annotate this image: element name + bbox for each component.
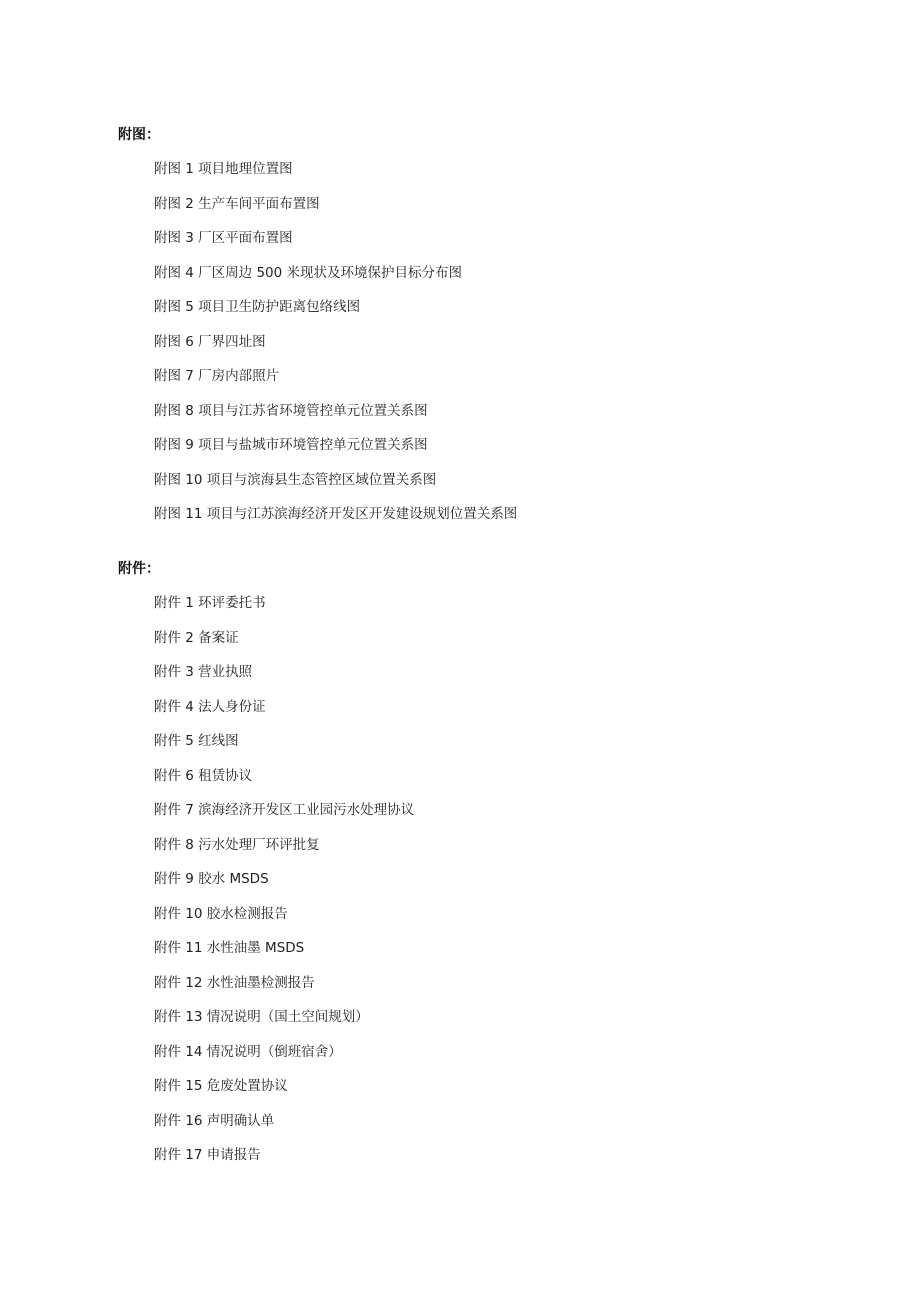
attachment-item: 附件 10 胶水检测报告 [154, 905, 288, 922]
attachment-item: 附件 14 情况说明（倒班宿舍） [154, 1043, 342, 1060]
attachment-item: 附件 8 污水处理厂环评批复 [154, 836, 320, 853]
attachment-item: 附件 7 滨海经济开发区工业园污水处理协议 [154, 802, 415, 818]
figures-section [118, 125, 517, 539]
figures-list [118, 159, 517, 524]
figure-item: 附图 6 厂界四址图 [154, 333, 266, 350]
attachment-item: 附件 15 危废处置协议 [154, 1078, 288, 1094]
figure-item: 附图 9 项目与盐城市环境管控单元位置关系图 [154, 437, 428, 453]
attachment-item: 附件 11 水性油墨 MSDS [154, 940, 305, 956]
figure-item: 附图 3 厂区平面布置图 [154, 230, 293, 246]
attachment-item: 附件 5 红线图 [154, 733, 239, 749]
figure-item: 附图 10 项目与滨海县生态管控区域位置关系图 [154, 471, 437, 488]
figure-item: 附图 7 厂房内部照片 [154, 368, 280, 384]
figure-item: 附图 2 生产车间平面布置图 [154, 195, 320, 212]
attachments-section [118, 559, 414, 1180]
attachment-item: 附件 9 胶水 MSDS [154, 871, 269, 887]
figure-item: 附图 5 项目卫生防护距离包络线图 [154, 299, 361, 315]
attachment-item: 附件 4 法人身份证 [154, 698, 266, 715]
figure-item: 附图 8 项目与江苏省环境管控单元位置关系图 [154, 402, 428, 419]
attachments-heading: 附件： [118, 561, 160, 577]
figure-item: 附图 4 厂区周边 500 米现状及环境保护目标分布图 [154, 264, 463, 281]
attachment-item: 附件 3 营业执照 [154, 664, 253, 680]
attachment-item: 附件 12 水性油墨检测报告 [154, 974, 315, 991]
attachment-item: 附件 1 环评委托书 [154, 595, 266, 611]
attachment-item: 附件 13 情况说明（国土空间规划） [154, 1009, 369, 1025]
figure-item: 附图 11 项目与江苏滨海经济开发区开发建设规划位置关系图 [154, 506, 518, 522]
attachments-list [118, 593, 414, 1165]
figures-heading: 附图： [118, 127, 160, 143]
attachment-item: 附件 6 租赁协议 [154, 767, 253, 784]
figure-item: 附图 1 项目地理位置图 [154, 161, 293, 177]
attachment-item: 附件 16 声明确认单 [154, 1112, 275, 1129]
attachment-item: 附件 17 申请报告 [154, 1147, 261, 1163]
attachment-item: 附件 2 备案证 [154, 629, 239, 646]
